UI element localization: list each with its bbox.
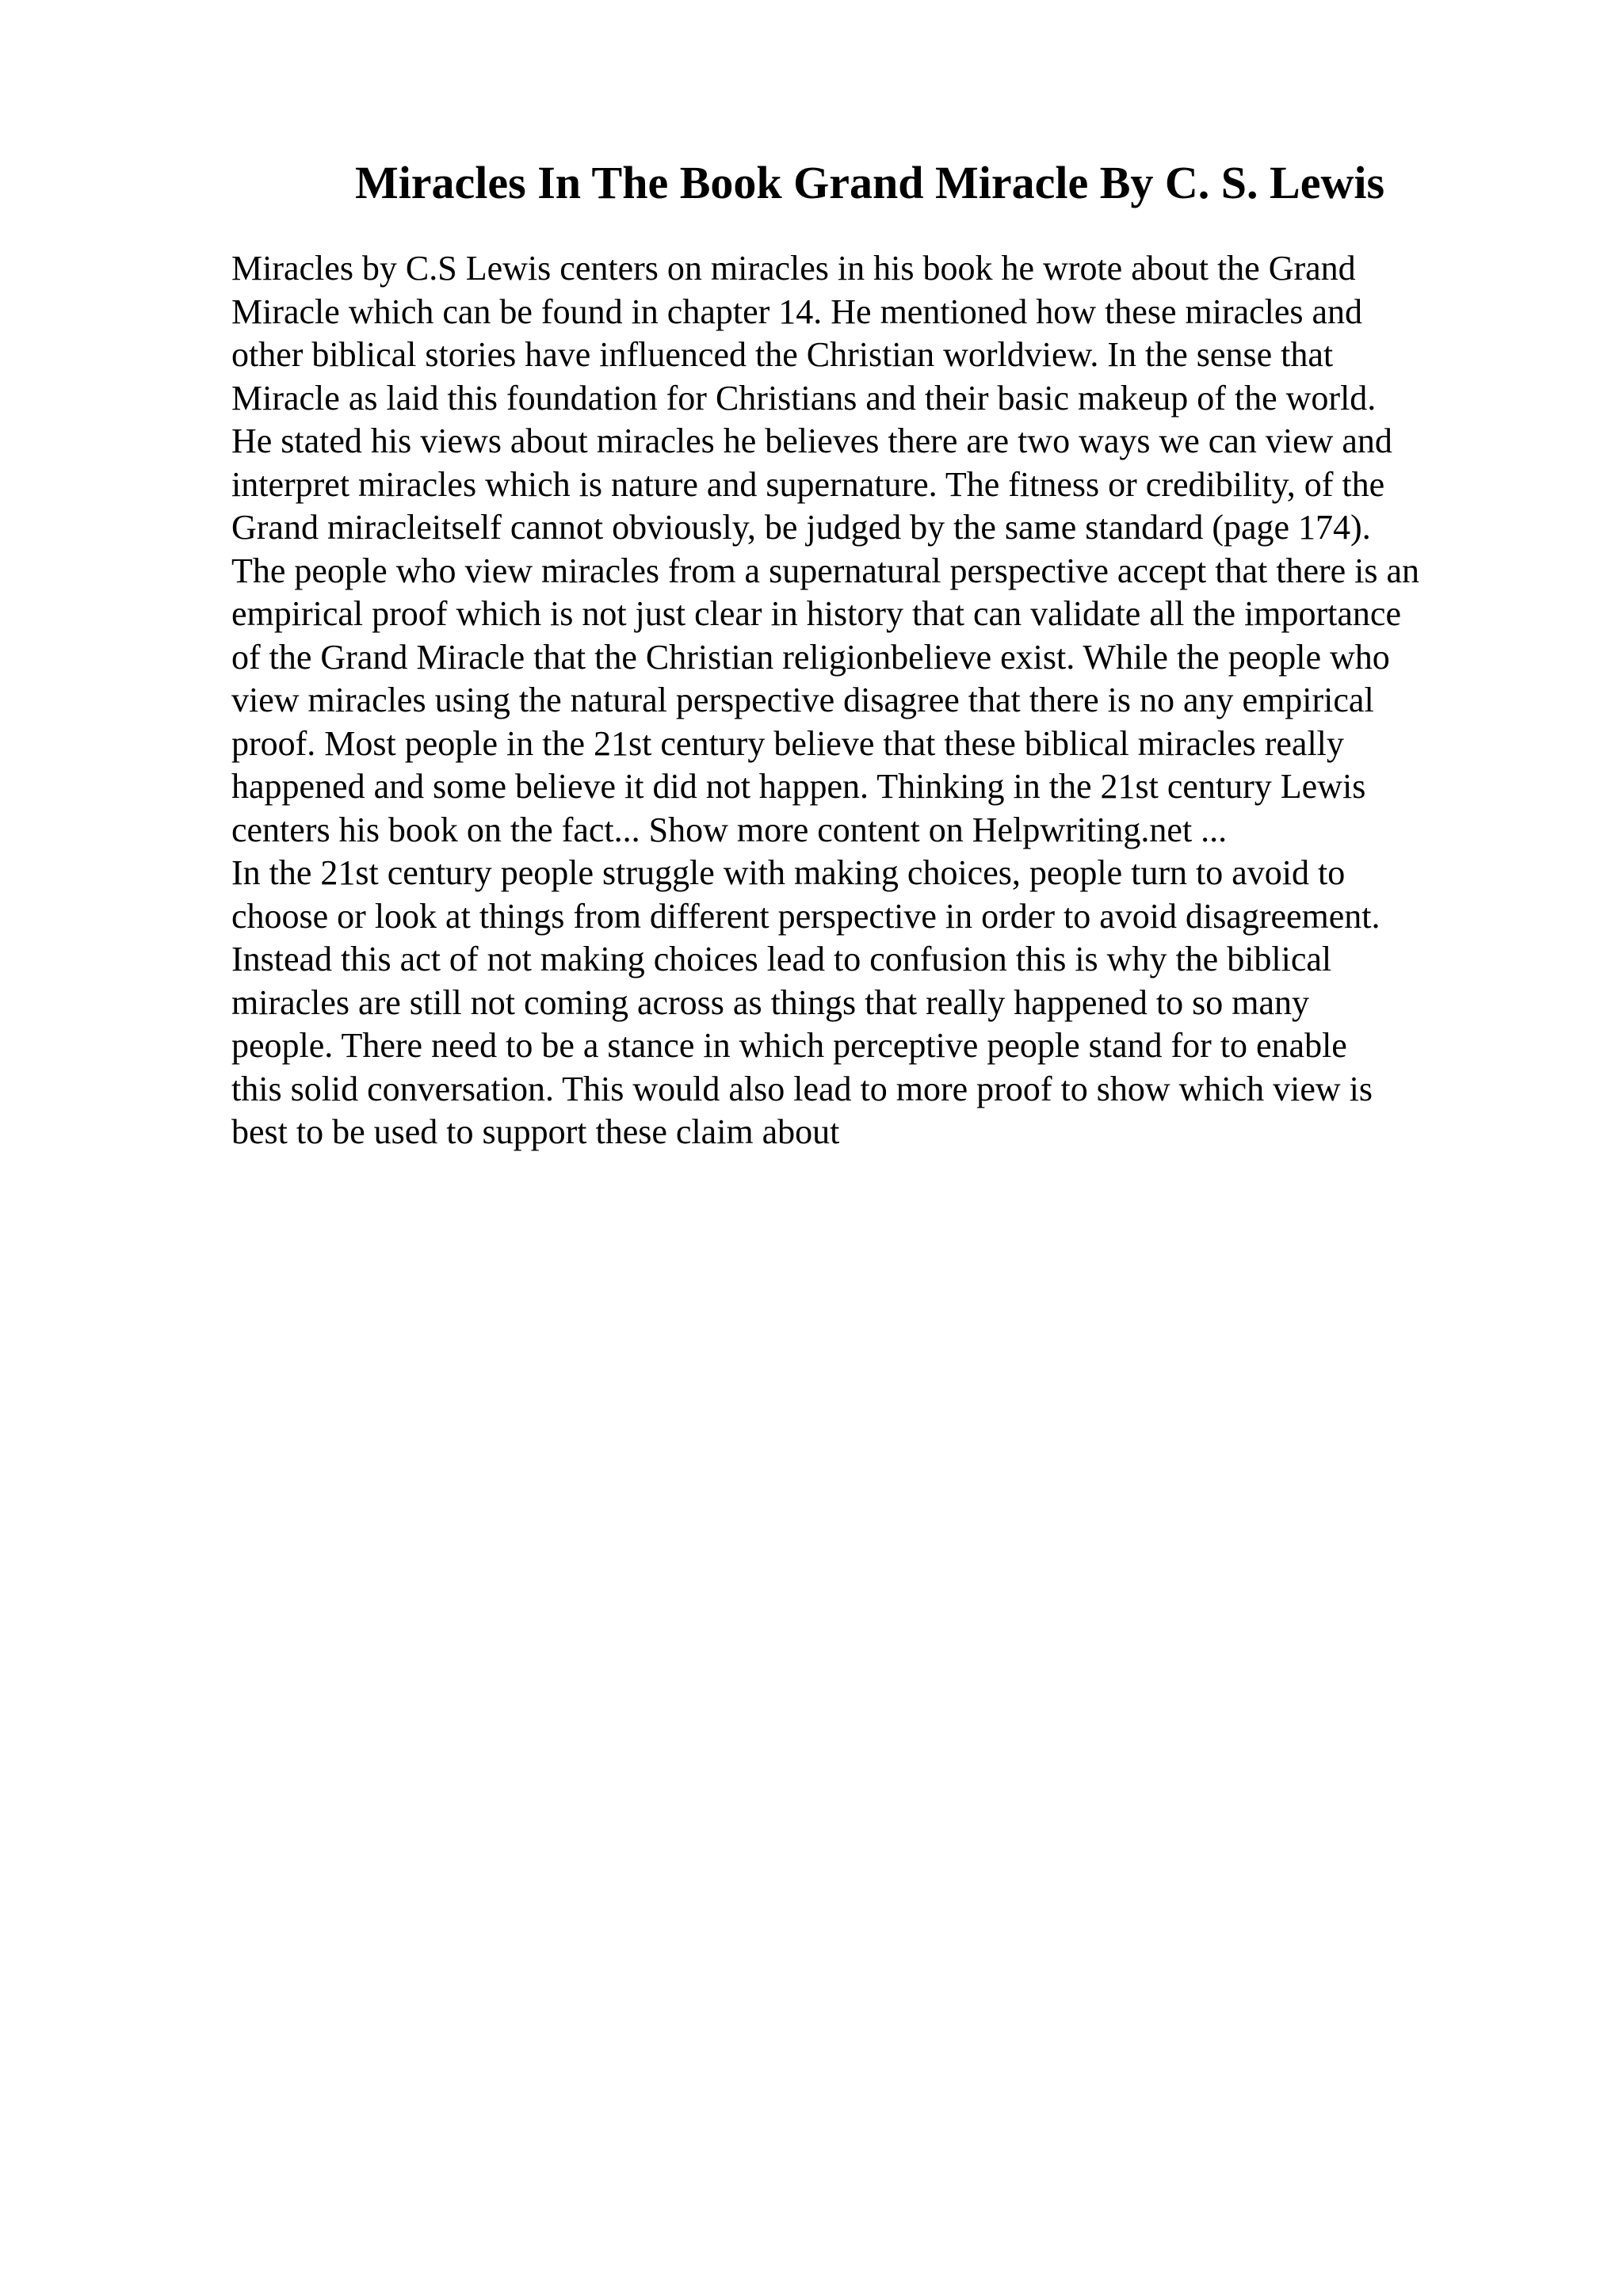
body-line: proof. Most people in the 21st century believe that these biblical miracles really: [231, 723, 1344, 763]
body-line: miracles are still not coming across as things that really happened to so many: [231, 982, 1309, 1022]
body-line: interpret miracles which is nature and supernature. The fitness or credibility, of the: [231, 464, 1385, 504]
body-line: view miracles using the natural perspective disagree that there is no any empirical: [231, 681, 1374, 719]
body-line: Miracle which can be found in chapter 14. He mentioned how these miracles and: [231, 292, 1363, 331]
body-line: people. There need to be a stance in which perceptive people stand for to enable: [231, 1026, 1347, 1065]
body-line: Instead this act of not making choices lead to confusion this is why the biblical: [231, 940, 1332, 978]
body-line: Miracle as laid this foundation for Christians and their basic makeup of the world.: [231, 378, 1377, 418]
body-line: Miracles by C.S Lewis centers on miracles in his book he wrote about the Grand: [231, 249, 1356, 288]
body-line: The people who view miracles from a supernatural perspective accept that there is an: [231, 551, 1420, 590]
body-line: of the Grand Miracle that the Christian religionbelieve exist. While the people who: [231, 637, 1390, 677]
body-line: choose or look at things from different perspective in order to avoid disagreement.: [231, 896, 1381, 936]
document-body: [231, 247, 1594, 1154]
body-line: Grand miracleitself cannot obviously, be judged by the same standard (page 174).: [231, 508, 1371, 547]
body-line: In the 21st century people struggle with making choices, people turn to avoid to: [231, 853, 1346, 892]
body-line: this solid conversation. This would also lead to more proof to show which view is: [231, 1069, 1373, 1108]
body-line: He stated his views about miracles he believes there are two ways we can view and: [231, 421, 1392, 460]
body-line: other biblical stories have influenced the Christian worldview. In the sense that: [231, 335, 1334, 374]
body-line: best to be used to support these claim about: [231, 1112, 840, 1151]
body-line: happened and some believe it did not happen. Thinking in the 21st century Lewis: [231, 767, 1366, 806]
body-line: centers his book on the fact... Show more content on Helpwriting.net ...: [231, 810, 1228, 849]
document-title: Miracles In The Book Grand Miracle By C. S. Lewis: [354, 157, 1385, 208]
body-line: empirical proof which is not just clear in history that can validate all the importance: [231, 594, 1401, 633]
